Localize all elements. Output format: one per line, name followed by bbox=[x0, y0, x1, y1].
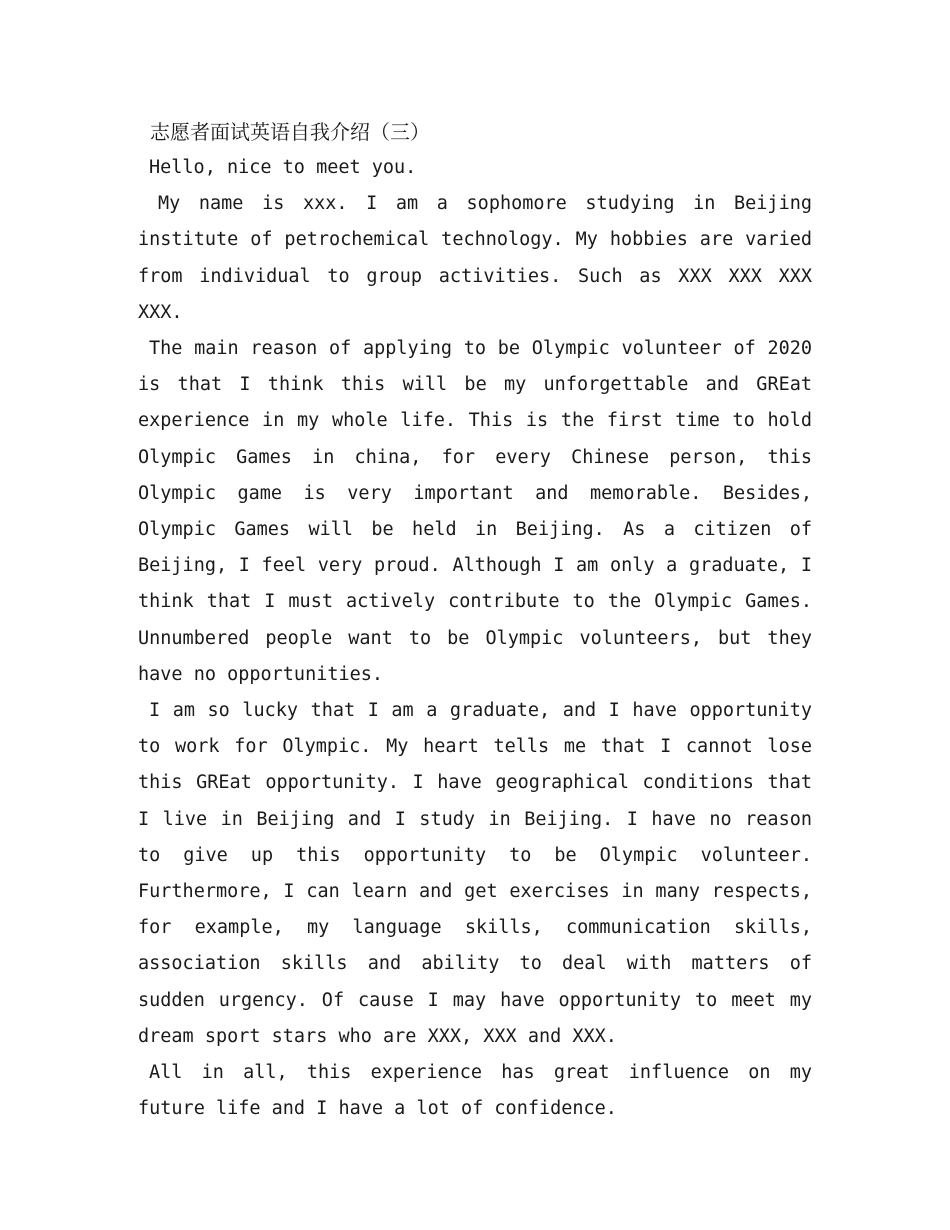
paragraph-opportunity: I am so lucky that I am a graduate, and I have opportunity to work for Olympic. My heart tells me that I cannot lose this GREat opportunity. I have geographical conditions that I live in Beijing and I study in Beijing. I have no reason to give up this opportunity to be Olympic volunteer. Furthermore, I can learn and get exercises in many respects, for example, my language skills, communication skills, association skills and ability to deal with matters of sudden urgency. Of cause I may have opportunity to meet my dream sport stars who are XXX, XXX and XXX. bbox=[138, 700, 812, 1047]
document-title: 志愿者面试英语自我介绍（三） bbox=[150, 120, 430, 144]
paragraph-reason: The main reason of applying to be Olympic volunteer of 2020 is that I think this will be my unforgettable and GREat experience in my whole life. This is the first time to hold Olympic Games in china, for every Chinese person, this Olympic game is very important and memorable. Besides, Olympic Games will be held in Beijing. As a citizen of Beijing, I feel very proud. Although I am only a graduate, I think that I must actively contribute to the Olympic Games. Unnumbered people want to be Olympic volunteers, but they have no opportunities. bbox=[138, 338, 812, 685]
paragraph-greeting: Hello, nice to meet you. bbox=[149, 157, 417, 178]
paragraph-conclusion: All in all, this experience has great influence on my future life and I have a lot of confidence. bbox=[138, 1062, 812, 1120]
document-body bbox=[138, 114, 812, 1127]
paragraph-introduction: My name is xxx. I am a sophomore studying in Beijing institute of petrochemical technology. My hobbies are varied from individual to group activities. Such as XXX XXX XXX XXX. bbox=[138, 193, 812, 323]
